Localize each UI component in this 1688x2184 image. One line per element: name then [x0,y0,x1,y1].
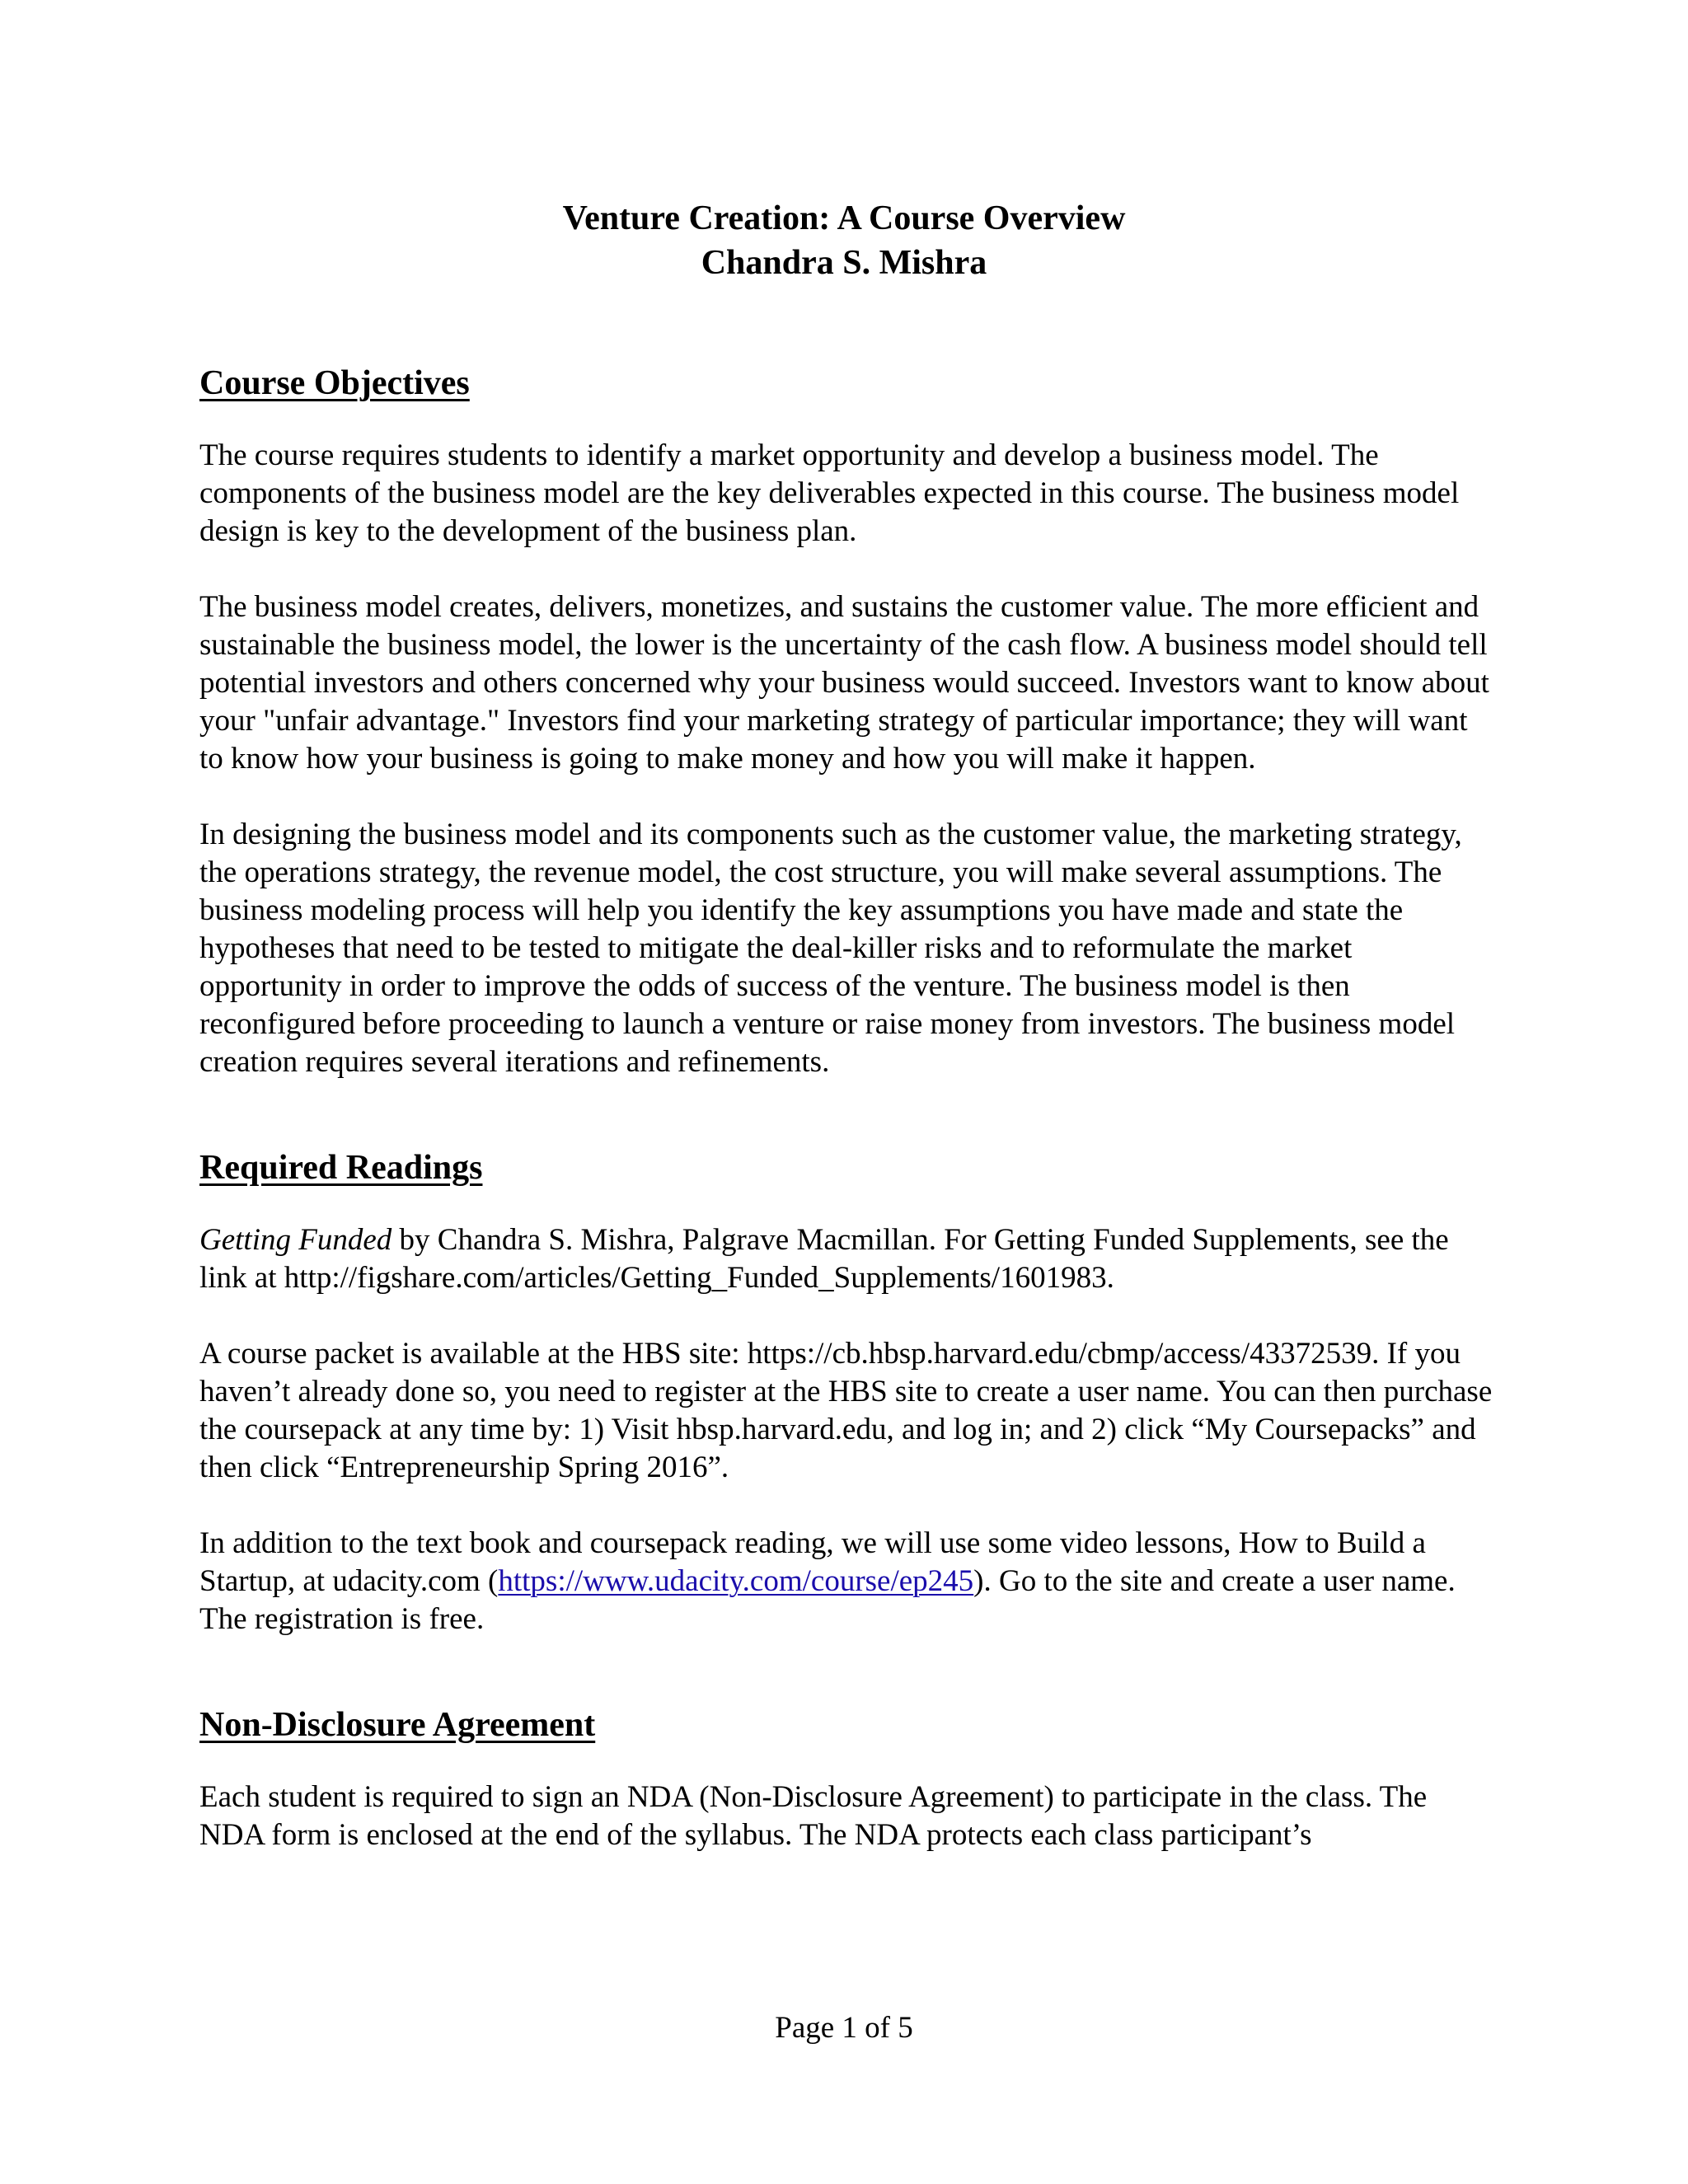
section-heading-required-readings: Required Readings [199,1149,483,1187]
udacity-link[interactable]: https://www.udacity.com/course/ep245 [498,1564,974,1598]
paragraph: Each student is required to sign an NDA (Non-Disclosure Agreement) to participate in the class. The NDA form is enclosed at the end of the syllabus. The NDA protects each class participant’s [199,1780,1428,1852]
paragraph-text: In addition to the text book and coursepack reading, we will use some video lessons, How to Build a Startup, at udacity.com ( [199,1526,1426,1598]
paragraph: In designing the business model and its components such as the customer value, the marketing strategy, the operations strategy, the revenue model, the cost structure, you will make several assumptions. The business modeling process will help you identify the key assumptions you have made and state the hypotheses that need to be tested to mitigate the deal-killer risks and to reformulate the market opportunity in order to improve the odds of success of the venture. The business model is then reconfigured before proceeding to launch a venture or raise money from investors. The business model creation requires several iterations and refinements. [199,818,1462,1079]
paragraph: A course packet is available at the HBS site: https://cb.hbsp.harvard.edu/cbmp/access/43372539. If you haven’t already done so, you need to register at the HBS site to create a user name. You can then purchase the coursepack at any time by: 1) Visit hbsp.harvard.edu, and log in; and 2) click “My Coursepacks” and then click “Entrepreneurship Spring 2016”. [199,1337,1493,1484]
section-heading-nda: Non-Disclosure Agreement [199,1706,596,1744]
section-course-objectives [199,361,1493,1081]
document-body [199,361,1493,1854]
paragraph [199,1525,1493,1638]
paragraph: The business model creates, delivers, monetizes, and sustains the customer value. The more efficient and sustainable the business model, the lower is the uncertainty of the cash flow. A business model should tell potential investors and others concerned why your business would succeed. Investors want to know about your "unfair advantage." Investors find your marketing strategy of particular importance; they will want to know how your business is going to make money and how you will make it happen. [199,590,1489,776]
paragraph: The course requires students to identify a market opportunity and develop a business model. The components of the business model are the key deliverables expected in this course. The business model design is key to the development of the business plan. [199,438,1460,548]
page-number: Page 1 of 5 [775,2011,913,2045]
title-line: Venture Creation: A Course Overview [562,199,1126,237]
paragraph-text: by Chandra S. Mishra, Palgrave Macmillan. For Getting Funded Supplements, see the link at http://figshare.com/articles/Getting_Funded_Supplements/1601983. [199,1223,1449,1295]
book-title: Getting Funded [199,1223,392,1257]
paragraph [199,1221,1493,1297]
author-line: Chandra S. Mishra [701,244,987,282]
section-nda [199,1703,1493,1854]
section-heading-course-objectives: Course Objectives [199,364,470,402]
document-title [0,196,1688,285]
paragraph-text: ). Go to the site and create a user name. The registration is free. [199,1564,1456,1636]
section-required-readings [199,1146,1493,1638]
